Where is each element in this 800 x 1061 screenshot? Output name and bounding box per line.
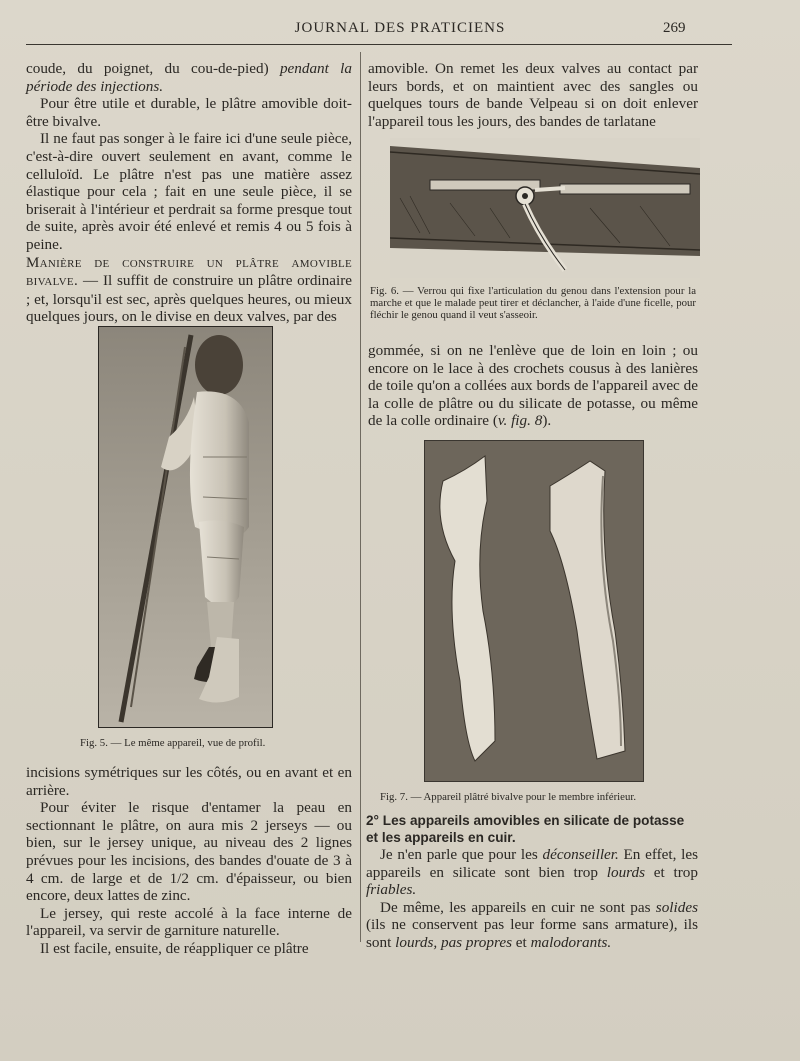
paragraph xyxy=(26,60,352,95)
paragraph: Pour être utile et durable, le plâtre amovible doit-être bivalve. xyxy=(26,95,352,130)
figure-7-caption: Fig. 7. — Appareil plâtré bivalve pour le membre inférieur. xyxy=(380,791,637,803)
paragraph xyxy=(26,254,352,326)
text: coude, du poignet, du cou-de-pied) xyxy=(26,60,280,77)
figure-reference: v. fig. 8 xyxy=(497,412,543,430)
text: En effet, les appareils en silicate sont bien trop xyxy=(366,846,698,881)
text: gommée, si on ne l'enlève que de loin en loin ; ou encore on le lace à des crochets cousus à des lanières de toile qu'on a collées aux bords de l'appareil avec de la colle de plâtre ou du silicate de potasse, ou même de la colle ordinaire ( xyxy=(368,342,698,430)
italic-text: friables. xyxy=(366,881,417,899)
paragraph: Il est facile, ensuite, de réappliquer ce plâtre xyxy=(40,939,309,957)
figure-5-caption: Fig. 5. — Le même appareil, vue de profil. xyxy=(80,737,266,749)
text: et trop xyxy=(645,863,698,881)
left-column-bottom xyxy=(26,764,352,958)
paragraph xyxy=(368,342,698,430)
header-rule xyxy=(26,44,732,45)
text: Il suffit de construire un plâtre ordinaire ; et, lorsqu'il est sec, après quelques heures, ou mieux quelques jours, on le divise en deux valves, par des xyxy=(26,272,352,326)
right-column-top xyxy=(368,60,698,130)
left-column-top xyxy=(26,60,352,326)
right-column-middle xyxy=(368,342,698,430)
section-heading: 2° Les appareils amovibles en silicate de potasse et les appareils en cuir. xyxy=(366,813,685,845)
running-header-title: JOURNAL DES PRATICIENS xyxy=(294,20,506,36)
right-column-bottom xyxy=(366,812,698,952)
text: Je n'en parle que pour les xyxy=(380,846,543,863)
paragraph: Pour éviter le risque d'entamer la peau en sectionnant le plâtre, on aura mis 2 jerseys — ou bien, sur le jersey unique, au niveau des 2 lignes prévues pour les incisions, des bandes d'ouate de 3 à 4 cm. de large et de 1/2 cm. d'épaisseur, ou bien encore, deux lattes de zinc. xyxy=(26,799,352,905)
patient-profile-photo xyxy=(99,327,272,727)
text: et xyxy=(512,933,531,951)
italic-text: pendant la période des injections. xyxy=(26,60,352,95)
section-heading: Manière de construire un plâtre amovible bivalve. — xyxy=(26,254,352,290)
paragraph xyxy=(366,846,698,899)
figure-7-photo xyxy=(424,440,644,782)
knee-lock-drawing xyxy=(390,138,700,278)
paragraph: Le jersey, qui reste accolé à la face interne de l'appareil, va servir de garniture naturelle. xyxy=(26,904,352,940)
paragraph xyxy=(366,899,698,952)
figure-5-photo xyxy=(98,326,273,728)
figure-6-caption: Fig. 6. — Verrou qui fixe l'articulation du genou dans l'extension pour la marche et que le malade peut tirer et déclancher, à l'aide d'une ficelle, pour fléchir le genou quand il veut s'asseoir. xyxy=(370,285,696,321)
italic-text: lourds xyxy=(606,863,646,881)
text: (ils ne conservent pas leur forme sans armature), ils sont xyxy=(366,916,698,951)
italic-text: déconseiller. xyxy=(542,846,619,863)
column-divider xyxy=(360,52,361,942)
text: De même, les appareils en cuir ne sont pas xyxy=(380,898,656,916)
italic-text: malodorants. xyxy=(530,933,612,951)
page-number: 269 xyxy=(663,20,686,36)
paragraph: Il ne faut pas songer à le faire ici d'une seule pièce, c'est-à-dire ouvert seulement en avant, comme le celluloïd. Le plâtre n'est pas une matière assez élastique pour cela ; fait en une seule pièce, il se briserait à l'intérieur et perdrait sa forme presque tout de suite, après avoir été enlevé et remis 4 ou 5 fois à peine. xyxy=(26,130,352,253)
italic-text: solides xyxy=(655,898,698,916)
bivalve-cast-photo xyxy=(425,441,643,781)
text: ). xyxy=(542,412,552,430)
paragraph: incisions symétriques sur les côtés, ou en avant et en arrière. xyxy=(26,764,352,799)
italic-text: lourds, pas propres xyxy=(395,933,512,951)
figure-6-illustration xyxy=(390,138,700,278)
paragraph: amovible. On remet les deux valves au contact par leurs bords, et on maintient avec des sangles ou quelques tours de bande Velpeau si on doit enlever l'appareil tous les jours, des bandes de tarlatane xyxy=(368,60,698,130)
